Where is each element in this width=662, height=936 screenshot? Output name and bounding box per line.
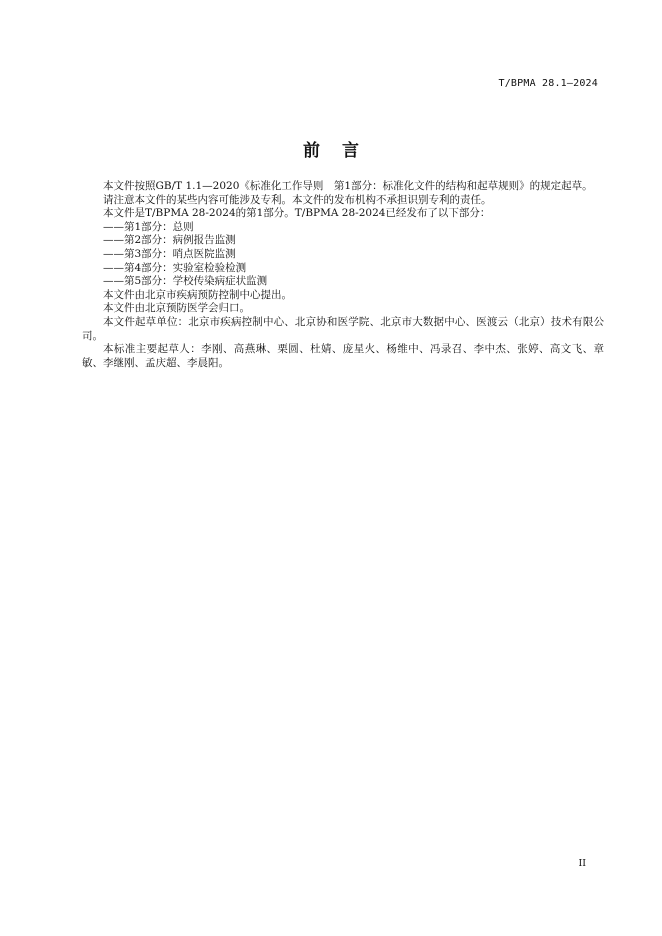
page-title: 前言 [303, 141, 381, 161]
paragraph-drafters: 本标准主要起草人：李刚、高燕琳、栗圆、杜婧、庞星火、杨维中、冯录召、李中杰、张婷、高文飞、章敏、李继刚、孟庆超、李晨阳。 [82, 343, 604, 369]
list-item: ——第4部分：实验室检验检测 [103, 261, 247, 274]
foreword-body [82, 180, 604, 370]
list-item: ——第1部分：总则 [103, 220, 194, 233]
list-item: ——第2部分：病例报告监测 [103, 234, 236, 247]
paragraph-parts-intro: 本文件是T/BPMA 28-2024的第1部分。T/BPMA 28-2024已经发布了以下部分： [103, 207, 491, 220]
paragraph-drafting-units: 本文件起草单位：北京市疾病控制中心、北京协和医学院、北京市大数据中心、医渡云（北京）技术有限公司。 [82, 315, 604, 342]
list-item: ——第3部分：哨点医院监测 [103, 247, 236, 260]
page-number: II [578, 858, 586, 869]
paragraph-administrator: 本文件由北京预防医学会归口。 [103, 302, 250, 315]
document-code: T/BPMA 28.1—2024 [498, 78, 598, 89]
paragraph-patent-notice: 请注意本文件的某些内容可能涉及专利。本文件的发布机构不承担识别专利的责任。 [103, 193, 492, 206]
paragraph-proposer: 本文件由北京市疾病预防控制中心提出。 [103, 288, 292, 301]
paragraph-drafting-rules: 本文件按照GB/T 1.1—2020《标准化工作导则 第1部分：标准化文件的结构和起草规则》的规定起草。 [103, 180, 593, 192]
list-item: ——第5部分：学校传染病症状监测 [103, 275, 268, 288]
